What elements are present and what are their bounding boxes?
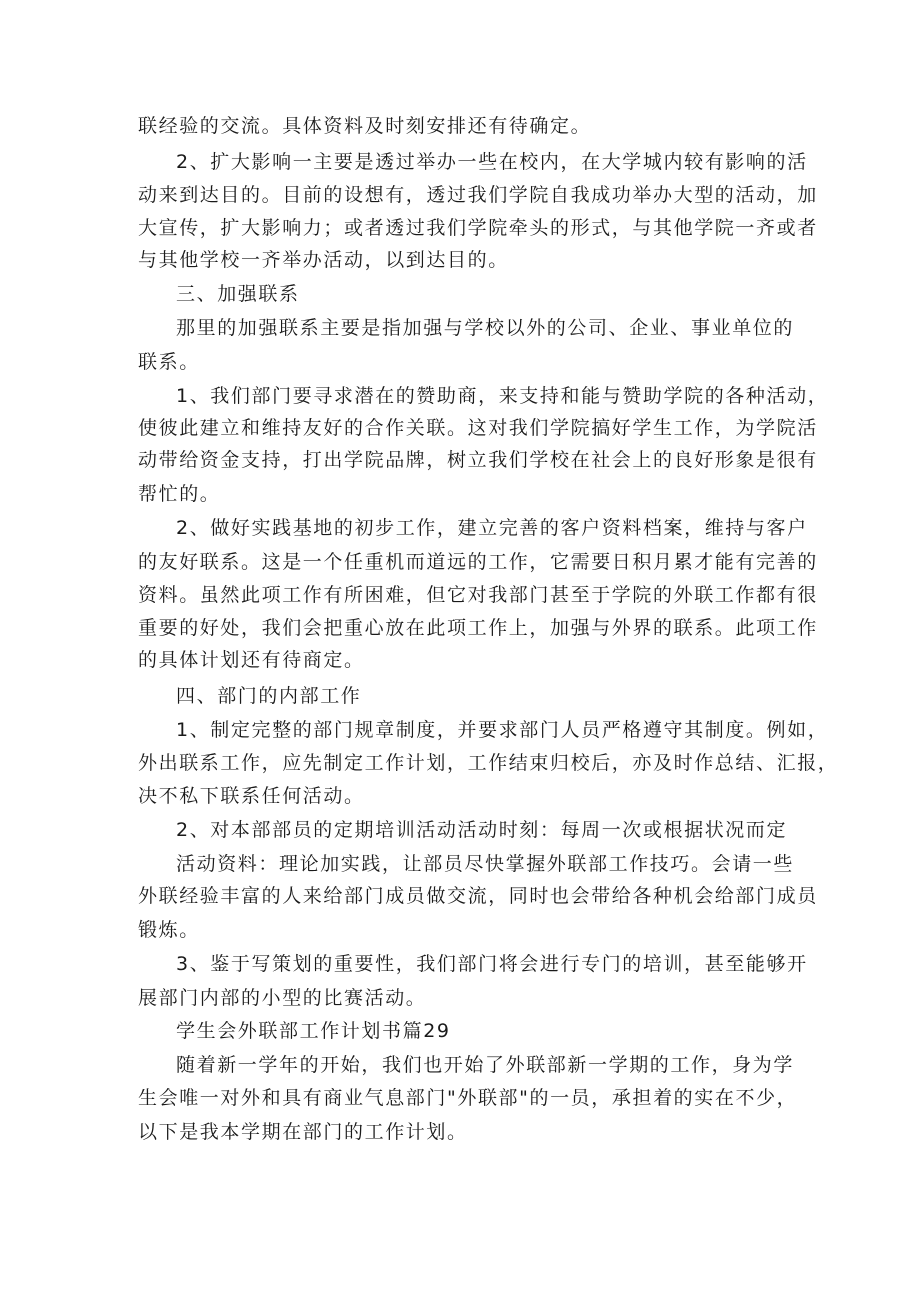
text-line: 外出联系工作，应先制定工作计划，工作结束归校后，亦及时作总结、汇报， — [138, 752, 839, 774]
text-line: 的友好联系。这是一个任重机而道远的工作，它需要日积月累才能有完善的 — [138, 551, 818, 573]
text-line: 与其他学校一齐举办活动，以到达目的。 — [138, 249, 509, 271]
text-line: 决不私下联系任何活动。 — [138, 785, 365, 807]
text-line: 以下是我本学期在部门的工作计划。 — [138, 1121, 468, 1143]
text-line: 2、做好实践基地的初步工作，建立完善的客户资料档案，维持与客户 — [176, 517, 808, 539]
text-line: 活动资料：理论加实践，让部员尽快掌握外联部工作技巧。会请一些 — [176, 853, 795, 875]
text-line: 3、鉴于写策划的重要性，我们部门将会进行专门的培训，甚至能够开 — [176, 953, 808, 975]
text-line: 动带给资金支持，打出学院品牌，树立我们学校在社会上的良好形象是很有 — [138, 449, 818, 471]
text-line: 1、制定完整的部门规章制度，并要求部门人员严格遵守其制度。例如， — [176, 719, 829, 741]
text-line: 锻炼。 — [138, 919, 200, 941]
section-heading: 四、部门的内部工作 — [176, 685, 362, 707]
text-line: 生会唯一对外和具有商业气息部门"外联部"的一员，承担着的实在不少， — [138, 1087, 798, 1109]
text-line: 外联经验丰富的人来给部门成员做交流，同时也会带给各种机会给部门成员 — [138, 885, 818, 907]
text-line: 联系。 — [138, 351, 200, 373]
text-line: 联经验的交流。具体资料及时刻安排还有待确定。 — [138, 115, 592, 137]
text-line: 使彼此建立和维持友好的合作关联。这对我们学院搞好学生工作，为学院活 — [138, 417, 818, 439]
text-line: 重要的好处，我们会把重心放在此项工作上，加强与外界的联系。此项工作 — [138, 617, 818, 639]
text-line: 展部门内部的小型的比赛活动。 — [138, 987, 427, 1009]
text-line: 动来到达目的。目前的设想有，透过我们学院自我成功举办大型的活动，加 — [138, 184, 818, 206]
section-title: 学生会外联部工作计划书篇29 — [176, 1020, 451, 1042]
text-line: 帮忙的。 — [138, 483, 221, 505]
text-line: 那里的加强联系主要是指加强与学校以外的公司、企业、事业单位的 — [176, 317, 795, 339]
text-line: 1、我们部门要寻求潜在的赞助商，来支持和能与赞助学院的各种活动， — [176, 385, 829, 407]
text-line: 资料。虽然此项工作有所困难，但它对我部门甚至于学院的外联工作都有很 — [138, 584, 818, 606]
text-line: 的具体计划还有待商定。 — [138, 649, 365, 671]
text-line: 大宣传，扩大影响力；或者透过我们学院牵头的形式，与其他学院一齐或者 — [138, 217, 818, 239]
text-line: 2、扩大影响一主要是透过举办一些在校内，在大学城内较有影响的活 — [176, 151, 808, 173]
text-line: 2、对本部部员的定期培训活动活动时刻：每周一次或根据状况而定 — [176, 819, 788, 841]
text-line: 随着新一学年的开始，我们也开始了外联部新一学期的工作，身为学 — [176, 1054, 795, 1076]
section-heading: 三、加强联系 — [176, 283, 300, 305]
